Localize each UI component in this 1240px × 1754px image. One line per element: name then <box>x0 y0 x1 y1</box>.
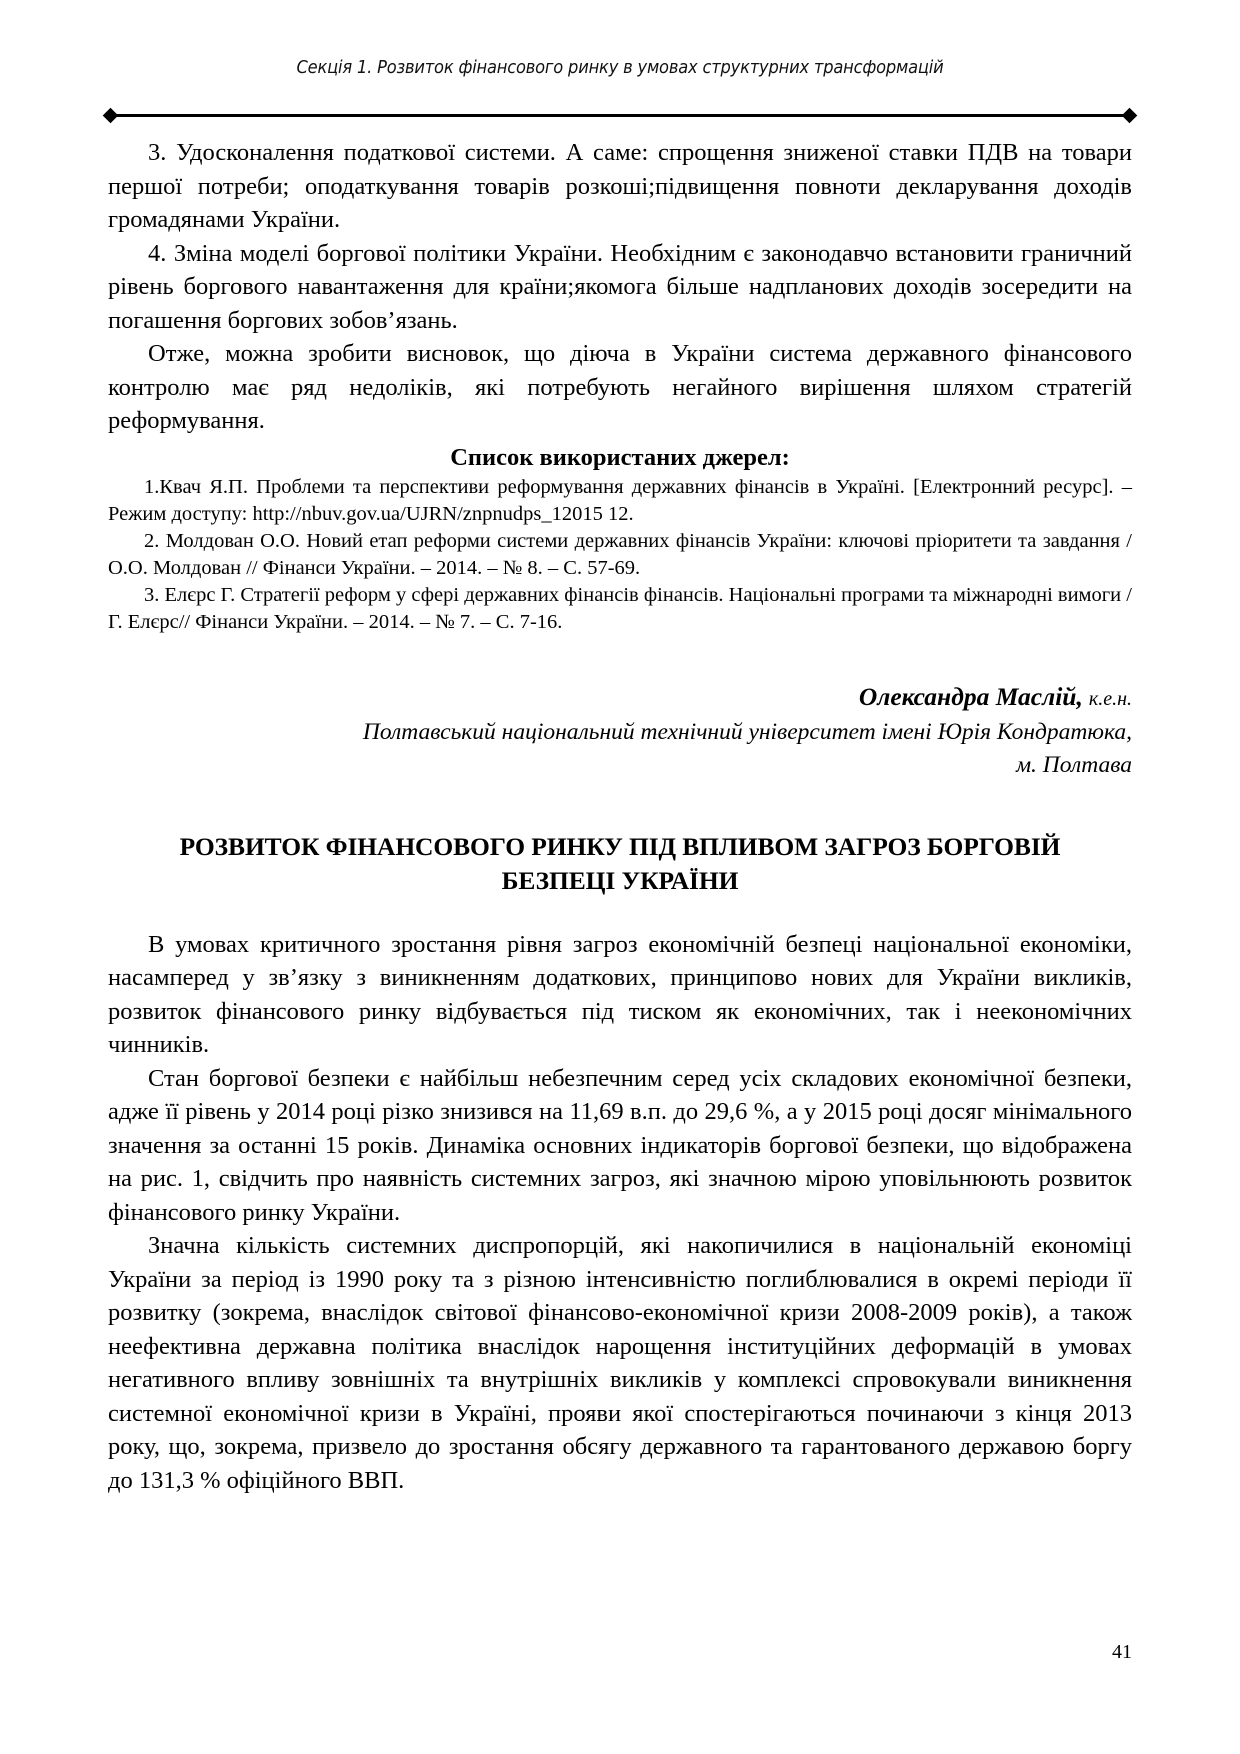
paragraph-intro: В умовах критичного зростання рівня загроз економічній безпеці національної економіки, насамперед у зв’язку з виникненням додаткових, принципово нових для України викликів, розвиток фінансового ринку відбувається під тиском як економічних, так і неекономічних чинників. <box>108 930 1132 1058</box>
running-head: Секція 1. Розвиток фінансового ринку в умовах структурних трансформацій <box>296 58 944 78</box>
author-line <box>108 680 1132 716</box>
reference-item: 3. Елєрс Г. Стратегії реформ у сфері державних фінансів фінансів. Національні програми та міжнародні вимоги / Г. Елєрс// Фінанси України. – 2014. – № 7. – С. 7-16. <box>108 583 1132 633</box>
title-spacer <box>108 898 1132 928</box>
paragraph-item-3: 3. Удосконалення податкової системи. А саме: спрощення зниженої ставки ПДВ на товари першої потреби; оподаткування товарів розкоші;підвищення повноти декларування доходів громадянами України. <box>108 139 1132 233</box>
paragraph-debt-security: Стан боргової безпеки є найбільш небезпечним серед усіх складових економічної безпеки, адже її рівень у 2014 році різко знизився на 11,69 в.п. до 29,6 %, а у 2015 році досяг мінімального значення за останні 15 років. Динаміка основних індикаторів боргової безпеки, що відображена на рис. 1, свідчить про наявність системних загроз, які значною мірою уповільнюють розвиток фінансового ринку України. <box>108 1064 1132 1226</box>
author-degree: к.е.н. <box>1088 687 1132 710</box>
page-title <box>108 830 1132 898</box>
reference-item: 2. Молдован О.О. Новий етап реформи системи державних фінансів України: ключові пріоритети та завдання / О.О. Молдован // Фінанси України. – 2014. – № 8. – С. 57-69. <box>108 529 1132 579</box>
paragraph-systemic-imbalances: Значна кількість системних диспропорцій, які накопичилися в національній економіці України за період із 1990 року та з різною інтенсивністю поглиблювалися в окремі періоди її розвитку (зокрема, внаслідок світової фінансово-економічної кризи 2008-2009 років), а також неефективна державна політика внаслідок нарощення інституційних деформацій в умовах негативного впливу зовнішніх та внутрішніх викликів у комплексі спровокували виникнення системної економічної кризи в Україні, прояви якої спостерігаються починаючи з кінця 2013 року, що, зокрема, призвело до зростання обсягу державного та гарантованого державою боргу до 131,3 % офіційного ВВП. <box>108 1232 1132 1494</box>
divider-line <box>113 114 1127 117</box>
diamond-icon <box>1122 107 1138 123</box>
references-heading: Список використаних джерел: <box>450 443 790 471</box>
article-title-line-2: БЕЗПЕЦІ УКРАЇНИ <box>501 865 739 895</box>
author-affiliation: Полтавський національний технічний університет імені Юрія Кондратюка, <box>362 718 1132 745</box>
paragraph-item-4: 4. Зміна моделі боргової політики України. Необхідним є законодавчо встановити граничний рівень боргового навантаження для країни;якомога більше надпланових доходів зосередити на погашення боргових зобов’язань. <box>108 239 1132 334</box>
author-city: м. Полтава <box>1016 751 1132 778</box>
diamond-icon <box>103 107 119 123</box>
article-title-line-1: РОЗВИТОК ФІНАНСОВОГО РИНКУ ПІД ВПЛИВОМ ЗАГРОЗ БОРГОВІЙ <box>179 831 1061 861</box>
reference-item: 1.Квач Я.П. Проблеми та перспективи реформування державних фінансів в Україні. [Електронний ресурс]. – Режим доступу: http://nbuv.gov.ua/UJRN/znpnudps_12015 12. <box>108 475 1132 525</box>
author-byline <box>108 680 1132 782</box>
page-number: 41 <box>1112 1641 1132 1663</box>
page-content <box>108 136 1132 1497</box>
header-divider <box>105 108 1135 122</box>
paragraph-conclusion: Отже, можна зробити висновок, що діюча в України система державного фінансового контролю має ряд недоліків, які потребують негайного вирішення шляхом стратегій реформування. <box>108 340 1132 434</box>
author-name: Олександра Маслій, <box>858 681 1083 711</box>
